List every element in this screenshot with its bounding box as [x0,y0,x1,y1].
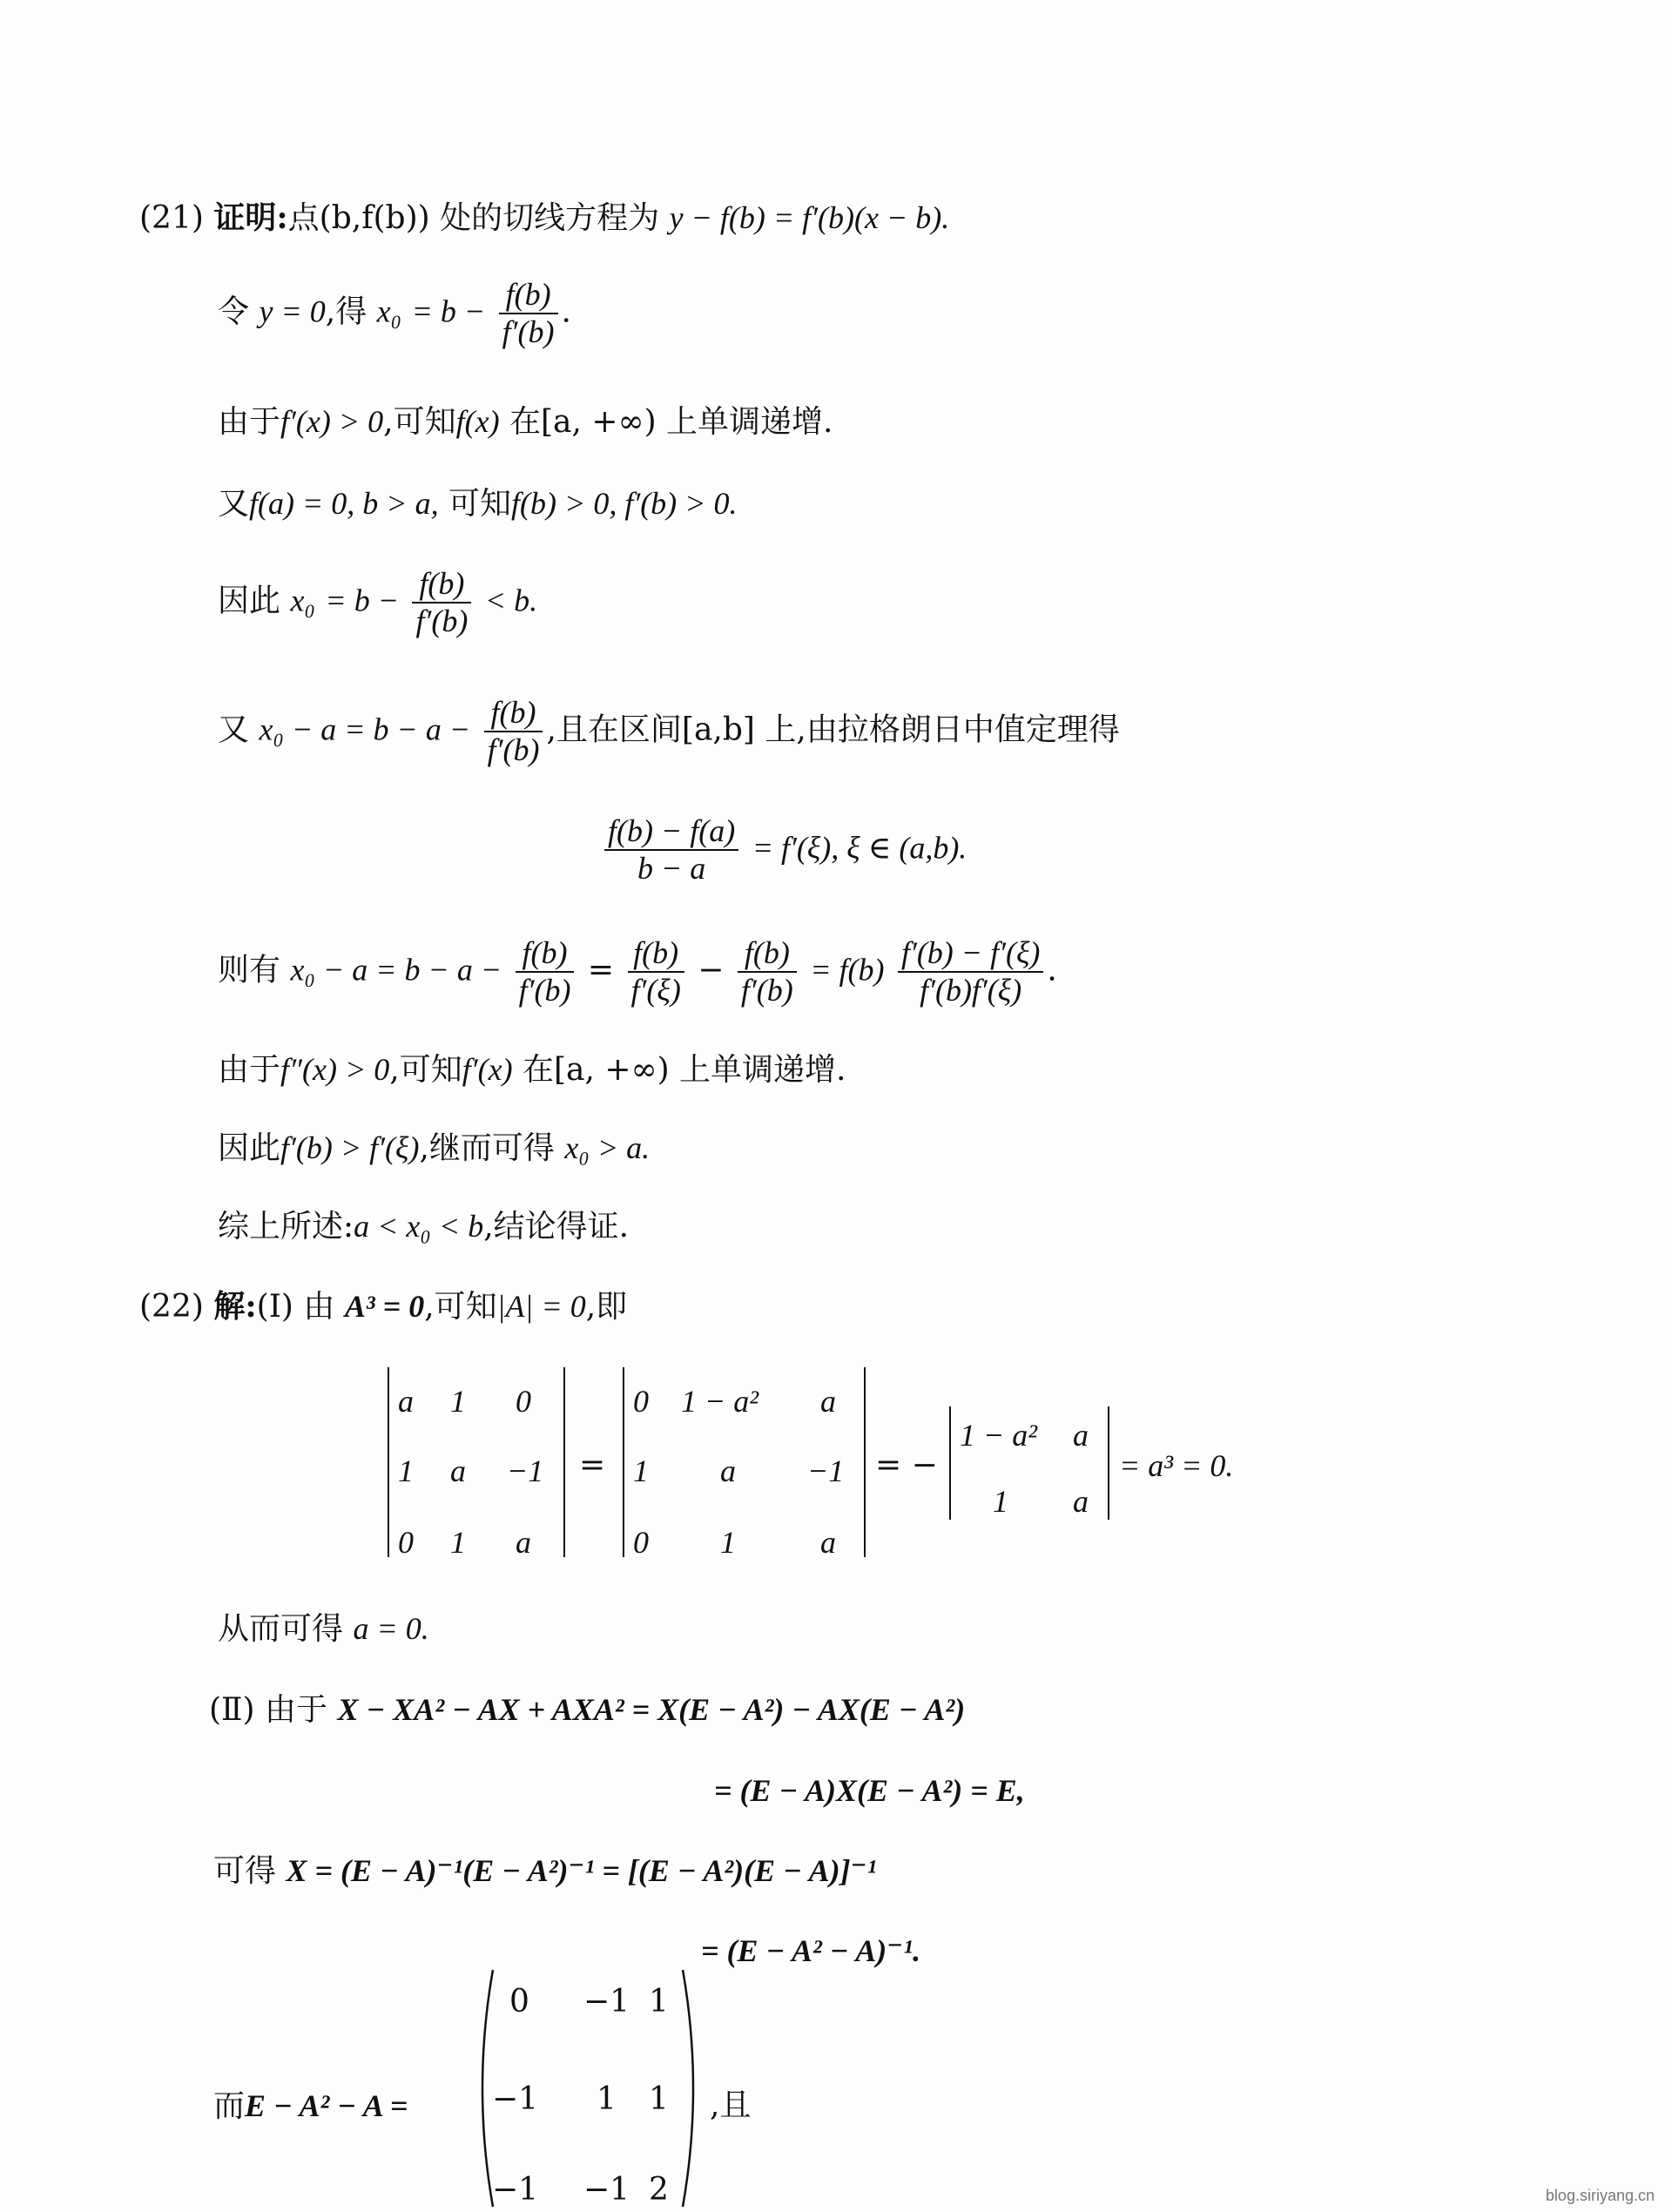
problem-21-line-2 [218,277,571,351]
det-cell: a [1073,1418,1089,1453]
text: 因此 [218,1130,281,1166]
equals: = [579,1447,606,1483]
det-cell: a [450,1453,466,1488]
math: x₀ − a = b − a − [290,952,502,988]
text: (Ⅰ) 由 [256,1289,335,1325]
text: 由于 [218,404,281,440]
determinant-3x3 [388,1367,565,1560]
det-cell: 0 [633,1525,649,1560]
tangent-equation: y − f(b) = f′(b)(x − b). [669,200,950,235]
denominator: f′(ξ) [630,973,681,1008]
math: x₀ [376,293,402,329]
problem-21-line-4 [218,488,737,520]
matrix-3x3 [470,1966,705,2210]
text: ,继而可得 [419,1130,555,1166]
math: X = (E − A)⁻¹(E − A²)⁻¹ = [(E − A²)(E − A)]⁻¹ [286,1853,877,1888]
matrix-cell: −1 [492,2081,539,2117]
numerator: f(b) − f(a) [604,813,738,851]
text: ,且在区间[a,b] 上,由拉格朗日中值定理得 [546,711,1120,748]
det-cell: 1 [720,1525,736,1560]
fraction [628,935,684,1009]
problem-21-line-6 [218,695,1120,769]
mean-value-theorem [601,813,967,887]
math: f′(b) > f′(ξ) [280,1130,420,1165]
text: ,且 [710,2087,752,2123]
det-cell: 1 [993,1484,1008,1519]
det-cell: a [398,1384,414,1419]
math: E − A² − A = [245,2088,408,2123]
denominator: f′(b) [415,604,469,639]
text: 综上所述: [218,1209,354,1244]
det-cell: 1 [450,1525,466,1560]
math: f′(x) [462,1052,513,1087]
denominator: f′(b) [518,973,571,1008]
text: 又 [218,486,250,522]
math: = f′(ξ), ξ ∈ (a,b). [752,830,967,866]
math: < b. [484,583,538,618]
math: x₀ > a. [564,1130,651,1165]
numerator: f′(b) − f′(ξ) [898,935,1043,973]
determinant-result: = a³ = 0. [1119,1448,1234,1483]
text: . [561,293,571,330]
text: ,得 [325,293,367,330]
math: = [587,952,615,988]
math: x₀ − a = b − a − [259,711,471,747]
math: = f(b) [810,952,885,988]
problem-22-line-3 [218,1613,429,1645]
det-cell: a [820,1525,836,1560]
math: f″(x) > 0 [280,1052,390,1087]
math: f(b) > 0, f′(b) > 0. [511,486,738,521]
math: f(x) [455,404,500,439]
text: 又 [218,711,250,748]
numerator: f(b) [499,277,558,314]
matrix-cell: −1 [492,2172,539,2208]
math: f′(x) > 0 [280,404,384,439]
text: 可得 [213,1853,277,1889]
fraction [516,935,575,1009]
fraction [499,277,558,351]
solution-label: 解: [213,1288,257,1325]
math: − [698,952,725,988]
text: ,可知 [389,1052,462,1088]
math: a < x₀ < b [354,1209,484,1244]
det-cell: a [820,1384,836,1419]
matrix-cell: 1 [649,2081,669,2117]
problem-21-line-10 [218,1132,650,1164]
det-cell: −1 [807,1453,845,1488]
problem-22-part2-line-5 [213,2090,408,2122]
text: (Ⅱ) 由于 [209,1692,328,1728]
fraction [412,566,471,640]
math: A³ = 0 [344,1289,425,1324]
math: X − XA² − AX + AXA² = X(E − A²) − AX(E − A²) [337,1692,966,1727]
text: ,结论得证. [483,1209,630,1244]
problem-number: (22) [139,1289,204,1325]
det-cell: 1 − a² [681,1384,759,1419]
text: 因此 [218,583,281,619]
det-cell: 1 [398,1453,414,1488]
denominator: b − a [637,851,706,887]
math: = b − [411,293,486,329]
matrix-cell: −1 [583,1984,630,2020]
equals-minus: = − [875,1447,938,1483]
text: 而 [213,2088,246,2124]
matrix-cell: 1 [649,1984,669,2020]
text: ,即 [585,1289,628,1325]
math: |A| = 0 [496,1289,586,1324]
det-cell: 1 − a² [960,1418,1038,1453]
text: 可知 [438,486,512,522]
numerator: f(b) [516,935,575,973]
fraction [604,813,738,887]
denominator: f′(b) [502,314,555,350]
denominator: f′(b) [487,732,540,768]
fraction [738,935,797,1009]
problem-21-line-8 [218,935,1057,1009]
det-cell: a [1073,1484,1089,1519]
fraction [898,935,1043,1009]
det-cell: −1 [507,1453,544,1488]
det-cell: 1 [450,1384,466,1419]
problem-21-line-3 [218,406,833,438]
problem-22-part2-line-2: = (E − A)X(E − A²) = E, [714,1773,1025,1808]
problem-22-line-1 [139,1288,628,1325]
text: ,可知 [383,404,456,440]
det-cell: a [516,1525,531,1560]
numerator: f(b) [628,935,684,973]
denominator: f′(b) [740,973,793,1008]
text: 在[a, +∞) 上单调递增. [522,1052,846,1088]
text: ,可知 [424,1289,497,1325]
numerator: f(b) [412,566,471,604]
det-cell: 1 [633,1453,649,1488]
problem-number: (21) [139,200,204,236]
determinant-2x2 [949,1406,1109,1520]
det-cell: 0 [516,1384,531,1419]
text: 在[a, +∞) 上单调递增. [509,404,833,440]
problem-22-part2-line-1 [209,1694,965,1726]
problem-21-line-9 [218,1054,846,1086]
text: 从而可得 [218,1611,344,1647]
proof-label: 证明: [213,199,288,236]
problem-21-line-5 [218,566,537,640]
det-cell: 0 [398,1525,414,1560]
problem-22-part2-line-3 [213,1855,876,1887]
math: x₀ [290,583,315,618]
math: y = 0 [259,293,326,329]
text: 则有 [218,952,281,988]
text: 由于 [218,1052,281,1088]
matrix-cell: −1 [583,2172,630,2208]
math: f(a) = 0, b > a, [249,486,439,521]
math: a = 0. [353,1611,429,1646]
det-cell: a [720,1453,736,1488]
problem-21-conclusion [218,1211,629,1243]
numerator: f(b) [484,695,543,732]
determinant-3x3 [623,1367,866,1560]
denominator: f′(b)f′(ξ) [920,973,1022,1008]
numerator: f(b) [738,935,797,973]
problem-22-part2-line-4: = (E − A² − A)⁻¹. [701,1933,921,1968]
problem-21-line-1 [139,199,950,236]
det-cell: 0 [633,1384,649,1419]
text: . [1047,952,1057,988]
right-paren [679,1966,705,2210]
fraction [484,695,543,769]
text: 令 [218,293,250,330]
watermark: blog.siriyang.cn [1545,2187,1655,2204]
matrix-cell: 2 [649,2172,669,2208]
text: 点(b,f(b)) 处的切线方程为 [287,200,660,236]
math: = b − [325,583,400,618]
matrix-cell: 1 [597,2081,617,2117]
matrix-cell: 0 [509,1984,529,2020]
